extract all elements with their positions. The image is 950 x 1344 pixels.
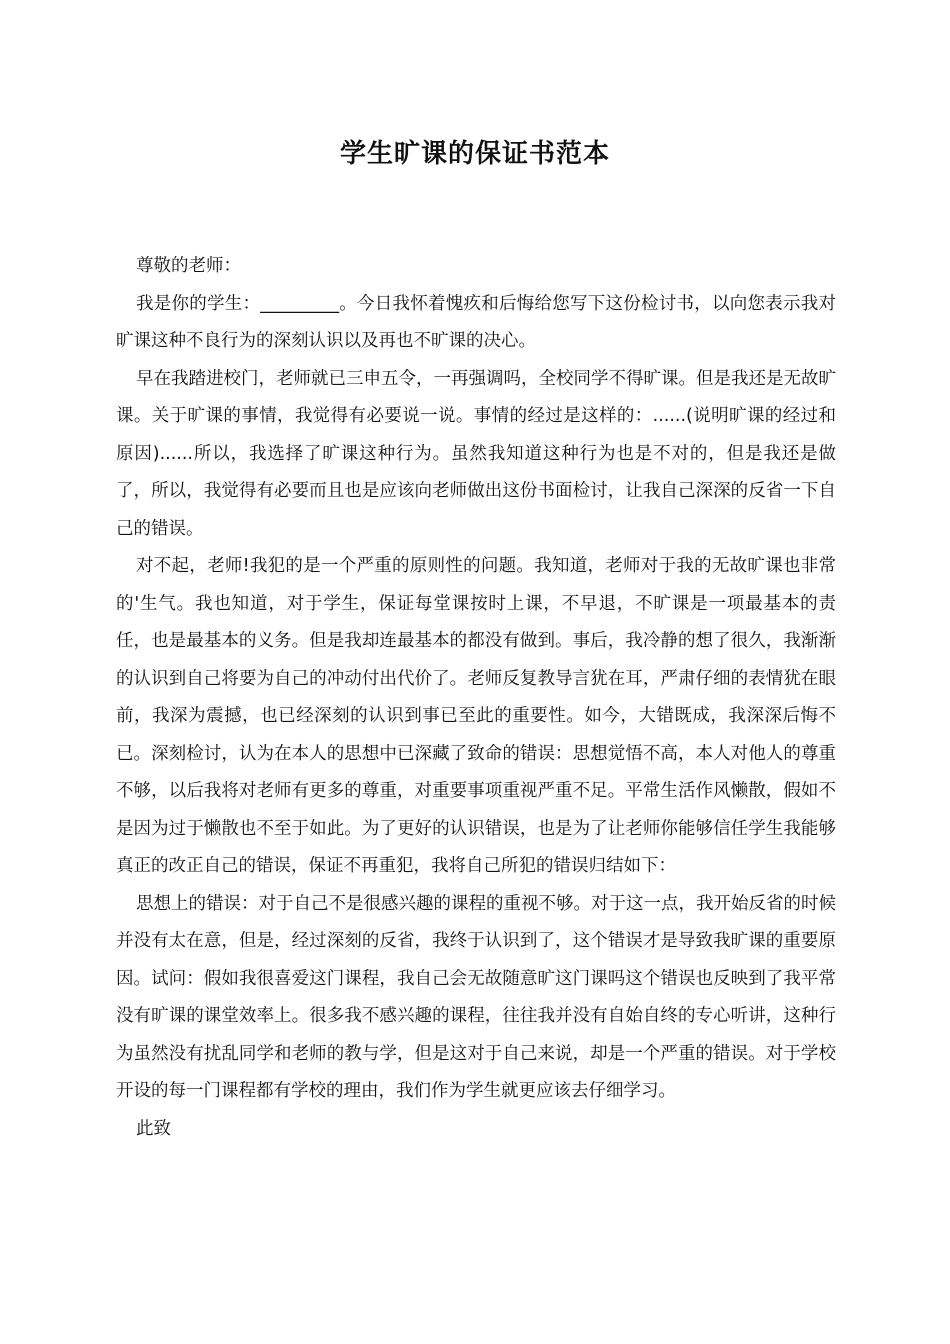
document-body (116, 248, 836, 1148)
closing: 此致 (136, 1118, 171, 1139)
page-title: 学生旷课的保证书范本 (339, 139, 610, 169)
salutation: 尊敬的老师： (136, 256, 241, 276)
paragraph-intro: 我是你的学生：_________。今日我怀着愧疚和后悔给您写下这份检讨书，以向您表示我对旷课这种不良行为的深刻认识以及再也不旷课的决心。 (116, 293, 836, 351)
paragraph-apology: 对不起，老师!我犯的是一个严重的原则性的问题。我知道，老师对于我的无故旷课也非常的'生气。我也知道，对于学生，保证每堂课按时上课，不早退，不旷课是一项最基本的责任，也是最基本的义务。但是我却连最基本的都没有做到。事后，我冷静的想了很久，我渐渐的认识到自己将要为自己的冲动付出代价了。老师反复教导言犹在耳，严肃仔细的表情犹在眼前，我深为震撼，也已经深刻的认识到事已至此的重要性。如今，大错既成，我深深后悔不已。深刻检讨，认为在本人的思想中已深藏了致命的错误：思想觉悟不高，本人对他人的尊重不够，以后我将对老师有更多的尊重，对重要事项重视严重不足。平常生活作风懒散，假如不是因为过于懒散也不至于如此。为了更好的认识错误，也是为了让老师你能够信任学生我能够真正的改正自己的错误，保证不再重犯，我将自己所犯的错误归结如下： (116, 556, 836, 876)
paragraph-mistakes: 思想上的错误：对于自己不是很感兴趣的课程的重视不够。对于这一点，我开始反省的时候并没有太在意，但是，经过深刻的反省，我终于认识到了，这个错误才是导致我旷课的重要原因。试问：假如我很喜爱这门课程，我自己会无故随意旷这门课吗这个错误也反映到了我平常没有旷课的课堂效率上。很多我不感兴趣的课程，往往我并没有自始自终的专心听讲，这种行为虽然没有扰乱同学和老师的教与学，但是这对于自己来说，却是一个严重的错误。对于学校开设的每一门课程都有学校的理由，我们作为学生就更应该去仔细学习。 (116, 893, 836, 1101)
paragraph-background: 早在我踏进校门，老师就已三申五令，一再强调吗，全校同学不得旷课。但是我还是无故旷课。关于旷课的事情，我觉得有必要说一说。事情的经过是这样的：......(说明旷课的经过和原因)......所以，我选择了旷课这种行为。虽然我知道这种行为也是不对的，但是我还是做了，所以，我觉得有必要而且也是应该向老师做出这份书面检讨，让我自己深深的反省一下自己的错误。 (116, 368, 836, 539)
